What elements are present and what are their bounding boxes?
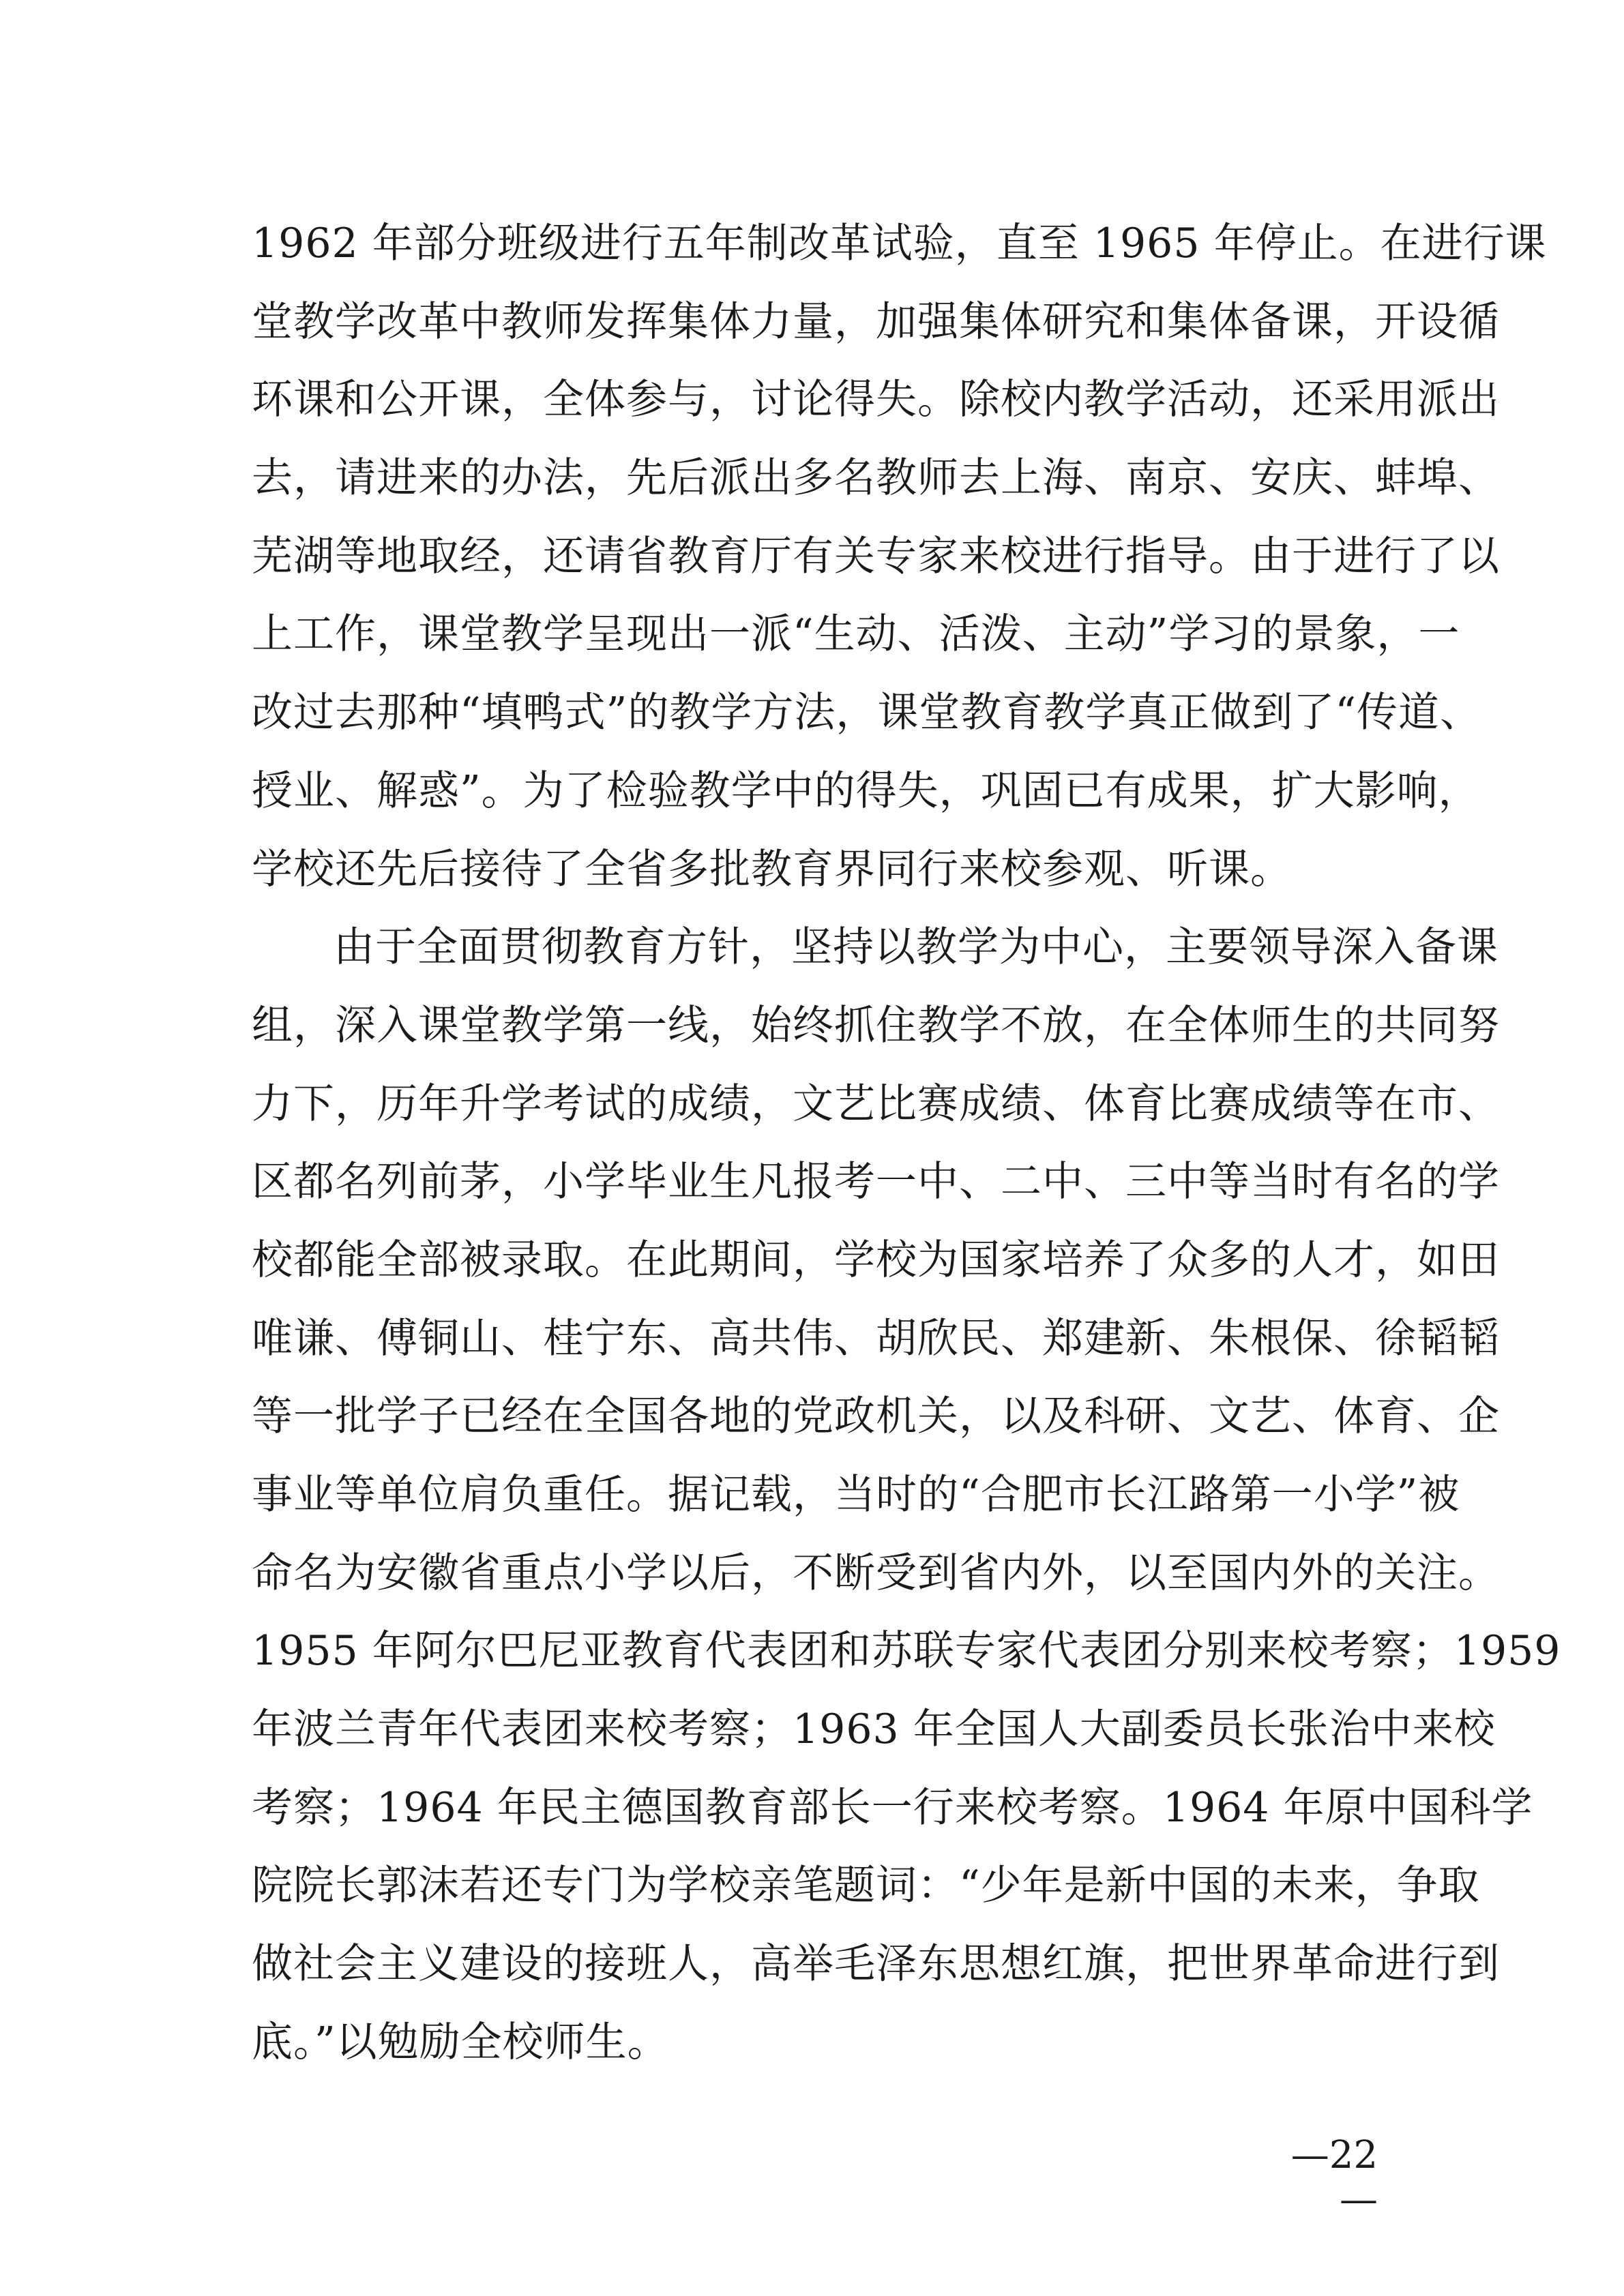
body-text: [252, 205, 1561, 2082]
paragraph-1-line: 环课和公开课，全体参与，讨论得失。除校内教学活动，还采用派出: [252, 376, 1500, 424]
paragraph-2-line: 组，深入课堂教学第一线，始终抓住教学不放，在全体师生的共同努: [252, 1001, 1500, 1049]
paragraph-2-line: 底。”以勉励全校师生。: [252, 2018, 669, 2066]
paragraph-2-line: 考察；1964 年民主德国教育部长一行来校考察。1964 年原中国科学: [252, 1783, 1533, 1832]
paragraph-2-line: 等一批学子已经在全国各地的党政机关，以及科研、文艺、体育、企: [252, 1392, 1500, 1441]
paragraph-2-line: 事业等单位肩负重任。据记载，当时的“合肥市长江路第一小学”被: [252, 1471, 1460, 1519]
paragraph-2-line: 由于全面贯彻教育方针，坚持以教学为中心，主要领导深入备课: [334, 923, 1498, 972]
paragraph-1-line: 芜湖等地取经，还请省教育厅有关专家来校进行指导。由于进行了以: [252, 532, 1500, 580]
paragraph-2-line: 年波兰青年代表团来校考察；1963 年全国人大副委员长张治中来校: [252, 1705, 1496, 1754]
paragraph-2-line: 命名为安徽省重点小学以后，不断受到省内外，以至国内外的关注。: [252, 1549, 1500, 1597]
paragraph-1-line: 改过去那种“填鸭式”的教学方法，课堂教育教学真正做到了“传道、: [252, 689, 1482, 737]
paragraph-1-line: 1962 年部分班级进行五年制改革试验，直至 1965 年停止。在进行课: [252, 220, 1547, 267]
paragraph-1-line: 上工作，课堂教学呈现出一派“生动、活泼、主动”学习的景象，一: [252, 610, 1460, 659]
paragraph-2-line: 1955 年阿尔巴尼亚教育代表团和苏联专家代表团分别来校考察；1959: [252, 1627, 1561, 1675]
paragraph-2-line: 校都能全部被录取。在此期间，学校为国家培养了众多的人才，如田: [252, 1236, 1500, 1284]
paragraph-2-line: 做社会主义建设的接班人，高举毛泽东思想红旗，把世界革命进行到: [252, 1940, 1500, 1988]
paragraph-2-line: 唯谦、傅铜山、桂宁东、高共伟、胡欣民、郑建新、朱根保、徐韬韬: [252, 1314, 1500, 1362]
page-number: —22—: [1290, 2133, 1378, 2222]
paragraph-1-line: 堂教学改革中教师发挥集体力量，加强集体研究和集体备课，开设循: [252, 297, 1500, 346]
paragraph-2-line: 区都名列前茅，小学毕业生凡报考一中、二中、三中等当时有名的学: [252, 1158, 1500, 1206]
paragraph-1-line: 去，请进来的办法，先后派出多名教师去上海、南京、安庆、蚌埠、: [252, 454, 1500, 503]
paragraph-1-line: 授业、解惑”。为了检验教学中的得失，巩固已有成果，扩大影响，: [252, 766, 1480, 815]
paragraph-2-line: 院院长郭沫若还专门为学校亲笔题词：“少年是新中国的未来，争取: [252, 1862, 1480, 1910]
paragraph-2-line: 力下，历年升学考试的成绩，文艺比赛成绩、体育比赛成绩等在市、: [252, 1079, 1500, 1128]
paragraph-1-line: 学校还先后接待了全省多批教育界同行来校参观、听课。: [252, 845, 1292, 893]
